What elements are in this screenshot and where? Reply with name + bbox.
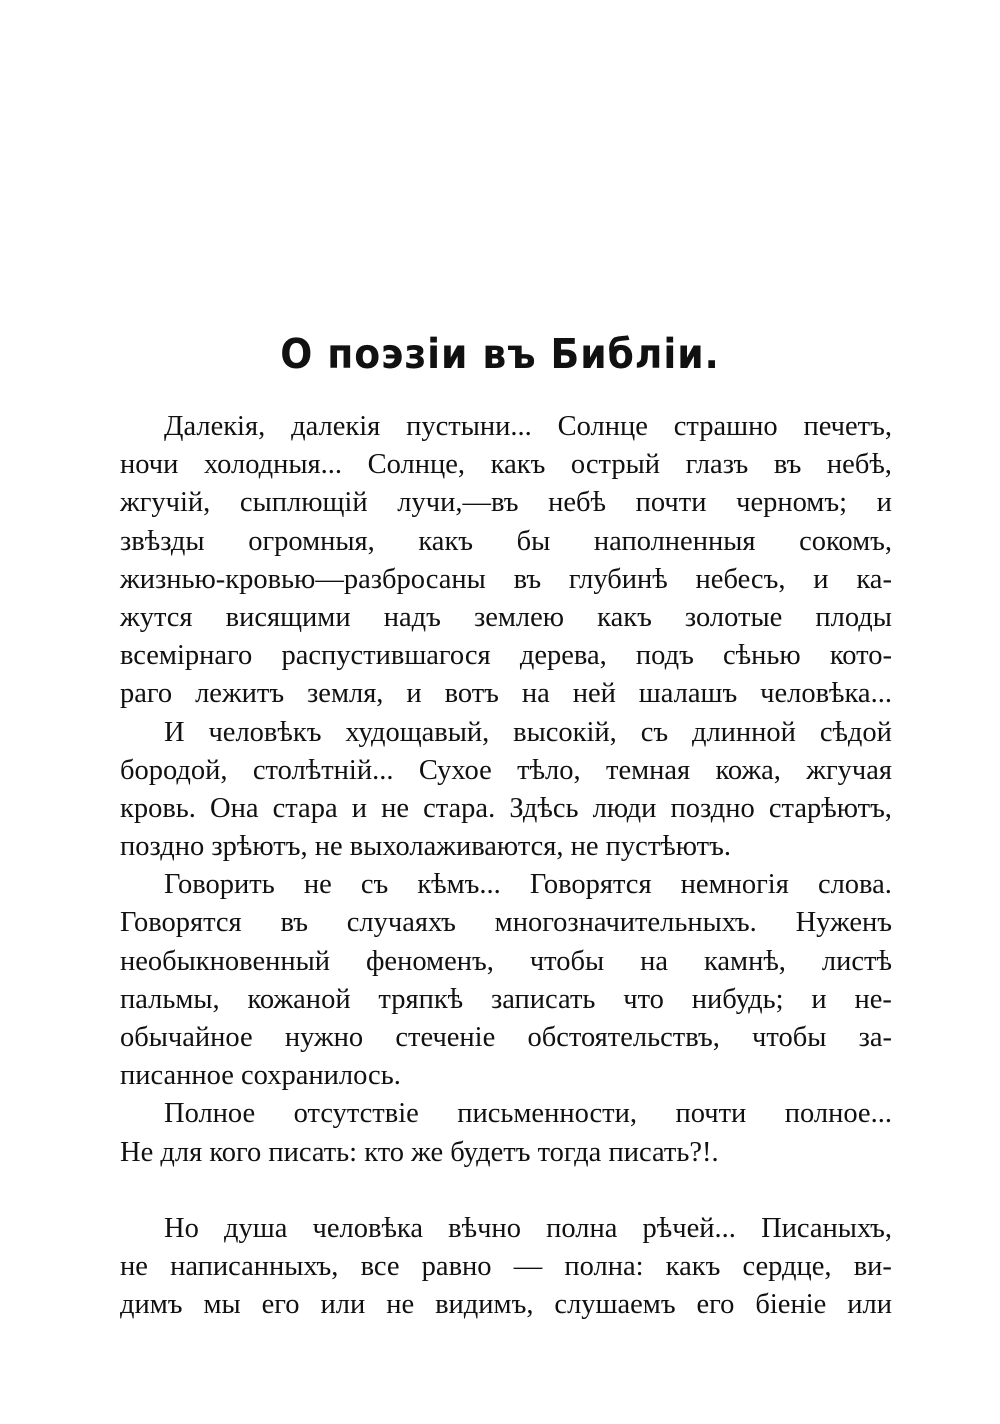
word: многозначительныхъ. xyxy=(494,907,757,939)
word: Далекія, xyxy=(164,411,266,442)
word: феноменъ, xyxy=(365,945,494,977)
word: чтобы xyxy=(752,1022,827,1053)
word: на xyxy=(521,678,550,710)
text-line xyxy=(120,828,892,866)
word: жгучая xyxy=(806,754,892,786)
word: пальмы, xyxy=(120,983,220,1015)
text-line xyxy=(120,866,892,904)
word: не xyxy=(381,792,409,824)
word: длинной xyxy=(691,716,796,748)
word: немногія xyxy=(680,869,789,901)
word: Она xyxy=(210,792,259,824)
paragraph-1 xyxy=(120,408,892,714)
word: далекія xyxy=(291,411,381,442)
word: небѣ, xyxy=(826,449,892,481)
word: и xyxy=(811,983,827,1015)
word: печетъ, xyxy=(803,411,892,442)
text-line xyxy=(120,1057,892,1095)
word: за- xyxy=(858,1022,892,1053)
word: написанныхъ, xyxy=(170,1251,339,1283)
word: въ xyxy=(773,449,802,481)
word: полна: xyxy=(564,1251,644,1283)
word: Сухое xyxy=(418,754,492,786)
word: или xyxy=(847,1289,892,1321)
word: и xyxy=(351,792,367,824)
text-line xyxy=(120,1019,892,1057)
word: біеніе xyxy=(755,1289,827,1321)
text-line xyxy=(120,943,892,981)
word: не- xyxy=(854,983,892,1015)
word: темная xyxy=(606,754,691,786)
word: И xyxy=(164,716,185,748)
word: не xyxy=(303,869,332,901)
word: въ xyxy=(280,907,308,939)
word: поздно xyxy=(670,792,755,824)
chapter-body xyxy=(120,408,892,1325)
word: необыкновенный xyxy=(120,945,330,977)
word: съ xyxy=(360,869,389,901)
word: ка- xyxy=(856,563,892,595)
word: ней xyxy=(572,678,616,710)
word: кожаной xyxy=(247,983,351,1015)
word: тѣло, xyxy=(517,754,581,786)
word: записать xyxy=(491,983,596,1015)
text-line xyxy=(120,790,892,828)
word: надъ xyxy=(383,601,441,633)
text-line xyxy=(120,637,892,675)
word: худощавый, xyxy=(345,716,490,748)
word: человѣкъ xyxy=(208,716,322,748)
word: сердце, xyxy=(742,1251,832,1283)
text-line xyxy=(120,714,892,752)
word: звѣзды xyxy=(120,525,205,557)
word: стара. xyxy=(423,792,496,824)
word: небесъ, xyxy=(695,563,786,595)
paragraph-5 xyxy=(120,1210,892,1325)
word: Солнце, xyxy=(367,449,466,481)
word: сыплющій xyxy=(239,487,368,519)
paragraph-2 xyxy=(120,714,892,867)
word: и xyxy=(813,563,829,595)
word: Говорятся xyxy=(529,869,652,901)
text-line xyxy=(120,446,892,484)
text-line xyxy=(120,752,892,790)
word: столѣтній... xyxy=(252,754,394,786)
word: душа xyxy=(224,1212,288,1244)
line-text: Не для кого писать: кто же будетъ тогда писать?!. xyxy=(120,1136,719,1168)
word: человѣка... xyxy=(760,678,892,710)
word: холодныя... xyxy=(203,449,343,481)
word: подъ xyxy=(635,640,694,672)
word: кожа, xyxy=(715,754,781,786)
word: кото- xyxy=(829,640,892,672)
word: лучи,—въ xyxy=(397,487,519,519)
word: какъ xyxy=(665,1251,721,1283)
word: вѣчно xyxy=(448,1212,521,1244)
word: кровь. xyxy=(120,792,196,824)
text-line xyxy=(120,1248,892,1286)
word: ночи xyxy=(120,449,179,481)
word: плоды xyxy=(815,601,892,633)
text-line xyxy=(120,675,892,713)
paragraph-gap xyxy=(120,1172,892,1210)
word: чтобы xyxy=(529,945,605,977)
text-line xyxy=(120,408,892,446)
word: черномъ; xyxy=(736,487,847,519)
word: письменности, xyxy=(457,1098,638,1130)
word: бородой, xyxy=(120,754,228,786)
word: случаяхъ xyxy=(346,907,456,939)
word: стара xyxy=(272,792,338,824)
word: дерева, xyxy=(519,640,607,672)
word: что xyxy=(623,983,664,1015)
word: глубинѣ xyxy=(568,563,668,595)
paragraph-4 xyxy=(120,1095,892,1171)
word: жизнью-кровью—разбросаны xyxy=(120,563,486,595)
word: Писаныхъ, xyxy=(761,1212,892,1244)
word: Нуженъ xyxy=(795,907,892,939)
word: — xyxy=(513,1251,543,1283)
word: Полное xyxy=(164,1098,256,1130)
text-line xyxy=(120,1134,892,1172)
word: старѣютъ, xyxy=(768,792,892,824)
word: жутся xyxy=(120,601,193,633)
word: высокій, xyxy=(513,716,617,748)
word: листѣ xyxy=(821,945,892,977)
word: небѣ xyxy=(548,487,606,519)
word: всемірнаго xyxy=(120,640,253,672)
word: Здѣсь xyxy=(509,792,579,824)
word: огромныя, xyxy=(248,525,375,557)
word: раго xyxy=(120,678,173,710)
word: какъ xyxy=(597,601,652,633)
word: и xyxy=(876,487,892,519)
word: рѣчей... xyxy=(642,1212,736,1244)
word: бы xyxy=(516,525,551,557)
text-line xyxy=(120,561,892,599)
word: не xyxy=(120,1251,148,1283)
word: не xyxy=(386,1289,415,1321)
text-line xyxy=(120,599,892,637)
word: камнѣ, xyxy=(703,945,786,977)
word: обычайное xyxy=(120,1022,253,1053)
word: димъ xyxy=(120,1289,183,1321)
word: сокомъ, xyxy=(799,525,892,557)
word: стеченіе xyxy=(395,1022,496,1053)
word: люди xyxy=(592,792,657,824)
word: глазъ xyxy=(685,449,749,481)
word: тряпкѣ xyxy=(378,983,464,1015)
word: все xyxy=(360,1251,400,1283)
word: Говорятся xyxy=(120,907,242,939)
word: полное... xyxy=(784,1098,892,1130)
word: слушаемъ xyxy=(554,1289,676,1321)
text-line xyxy=(120,523,892,561)
text-line xyxy=(120,981,892,1019)
word: почти xyxy=(635,487,707,519)
word: Говорить xyxy=(164,869,275,901)
word: ви- xyxy=(853,1251,892,1283)
word: въ xyxy=(513,563,542,595)
text-line xyxy=(120,1286,892,1324)
word: съ xyxy=(640,716,669,748)
word: Солнце xyxy=(557,411,648,442)
word: распустившагося xyxy=(281,640,491,672)
word: полна xyxy=(546,1212,618,1244)
paragraph-3 xyxy=(120,866,892,1095)
word: какъ xyxy=(418,525,474,557)
line-text: поздно зрѣютъ, не выхолаживаются, не пустѣютъ. xyxy=(120,831,731,863)
line-text: писанное сохранилось. xyxy=(120,1060,401,1092)
word: острый xyxy=(570,449,660,481)
word: Но xyxy=(164,1212,199,1244)
word: кѣмъ... xyxy=(417,869,501,901)
word: видимъ, xyxy=(435,1289,534,1321)
word: равно xyxy=(421,1251,492,1283)
word: какъ xyxy=(490,449,546,481)
word: земля, xyxy=(307,678,384,710)
word: наполненныя xyxy=(593,525,756,557)
word: на xyxy=(640,945,668,977)
word: его xyxy=(696,1289,735,1321)
word: вотъ xyxy=(444,678,499,710)
word: сѣдой xyxy=(819,716,892,748)
word: или xyxy=(320,1289,366,1321)
word: землею xyxy=(473,601,565,633)
word: его xyxy=(261,1289,300,1321)
word: мы xyxy=(203,1289,241,1321)
word: страшно xyxy=(673,411,778,442)
word: золотые xyxy=(684,601,783,633)
word: лежитъ xyxy=(195,678,285,710)
word: висящими xyxy=(225,601,351,633)
word: сѣнью xyxy=(723,640,801,672)
word: и xyxy=(406,678,422,710)
word: шалашъ xyxy=(638,678,738,710)
word: слова. xyxy=(817,869,892,901)
word: почти xyxy=(675,1098,747,1130)
word: человѣка xyxy=(312,1212,423,1244)
text-line xyxy=(120,484,892,522)
word: отсутствіе xyxy=(293,1098,419,1130)
word: нибудь; xyxy=(691,983,784,1015)
word: обстоятельствъ, xyxy=(527,1022,720,1053)
word: жгучій, xyxy=(120,487,211,519)
word: нужно xyxy=(284,1022,364,1053)
text-line xyxy=(120,1210,892,1248)
text-line xyxy=(120,904,892,942)
chapter-title: О поэзіи въ Библіи. xyxy=(280,330,720,378)
word: пустыни... xyxy=(406,411,532,442)
text-line xyxy=(120,1095,892,1133)
